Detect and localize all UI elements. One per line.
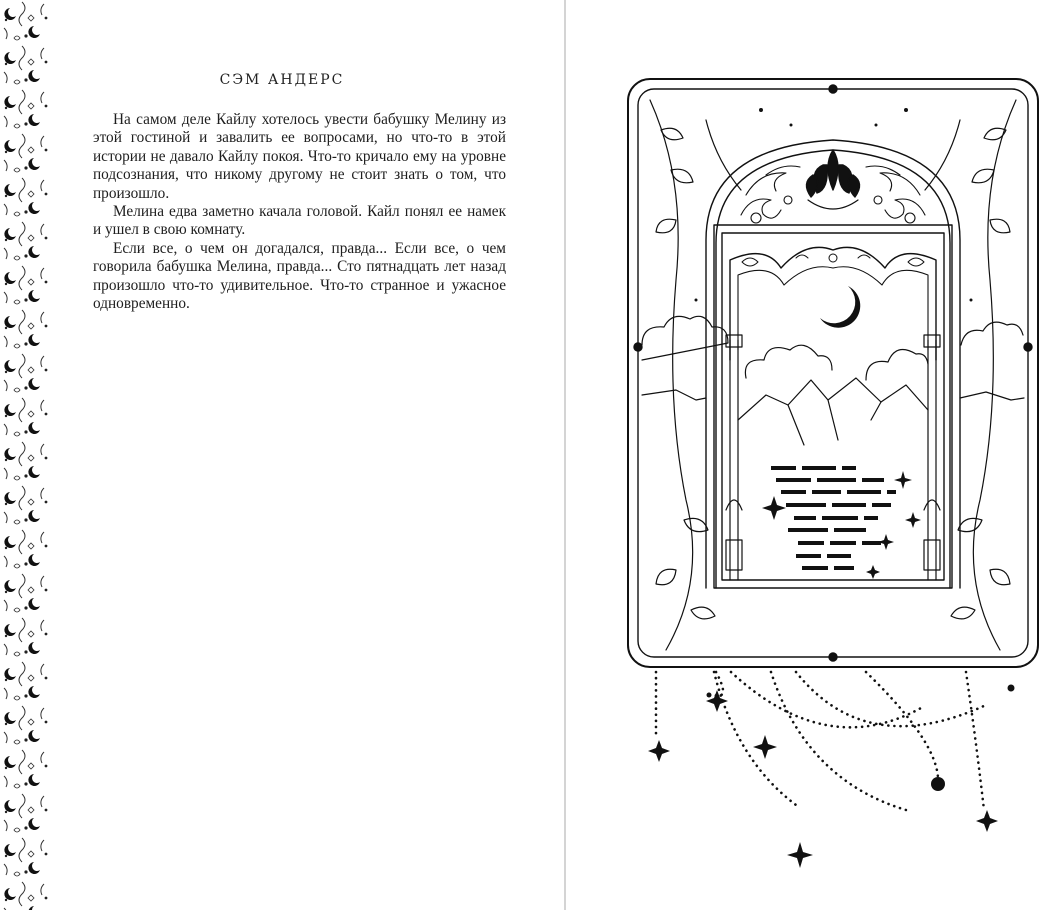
lotus-icon <box>806 150 859 197</box>
chain-star-1 <box>648 740 670 762</box>
chain-star-3 <box>753 735 777 759</box>
right-page <box>566 0 1040 910</box>
water-reflection <box>771 468 896 568</box>
paragraph-3: Если все, о чем он догадался, правда... Если все, о чем говорила бабушка Мелина, правда... Сто пятнадцать лет назад произошло что-то удивительное. Что-то странное и ужасное одновременно. <box>93 239 506 313</box>
chain-bead <box>931 777 945 791</box>
paragraph-1: На самом деле Кайлу хотелось увести бабушку Мелину из этой гостиной и завалить ее вопросами, но что-то в этой истории не давало Кайлу покоя. Что-то кричало ему на уровне подсознания, что никому другому не стоит знать о том, что произошло. <box>93 111 506 202</box>
left-column <box>726 335 742 580</box>
card-illustration <box>566 0 1040 910</box>
arch-outer <box>706 140 960 588</box>
running-head: СЭМ АНДЕРС <box>219 72 345 88</box>
mountain-icon <box>642 378 1024 445</box>
inner-arch <box>730 247 936 360</box>
crescent-moon-icon <box>820 286 860 328</box>
right-column <box>924 335 940 580</box>
window-outer <box>714 225 952 588</box>
floral-border-icon <box>0 0 52 910</box>
paragraph-2: Мелина едва заметно качала головой. Кайл понял ее намек и ушел в свою комнату. <box>93 203 506 239</box>
chain-star-5 <box>976 810 998 832</box>
sparkle-star-icon <box>762 471 921 579</box>
chain-star-4 <box>787 842 813 868</box>
body-text <box>93 111 506 313</box>
